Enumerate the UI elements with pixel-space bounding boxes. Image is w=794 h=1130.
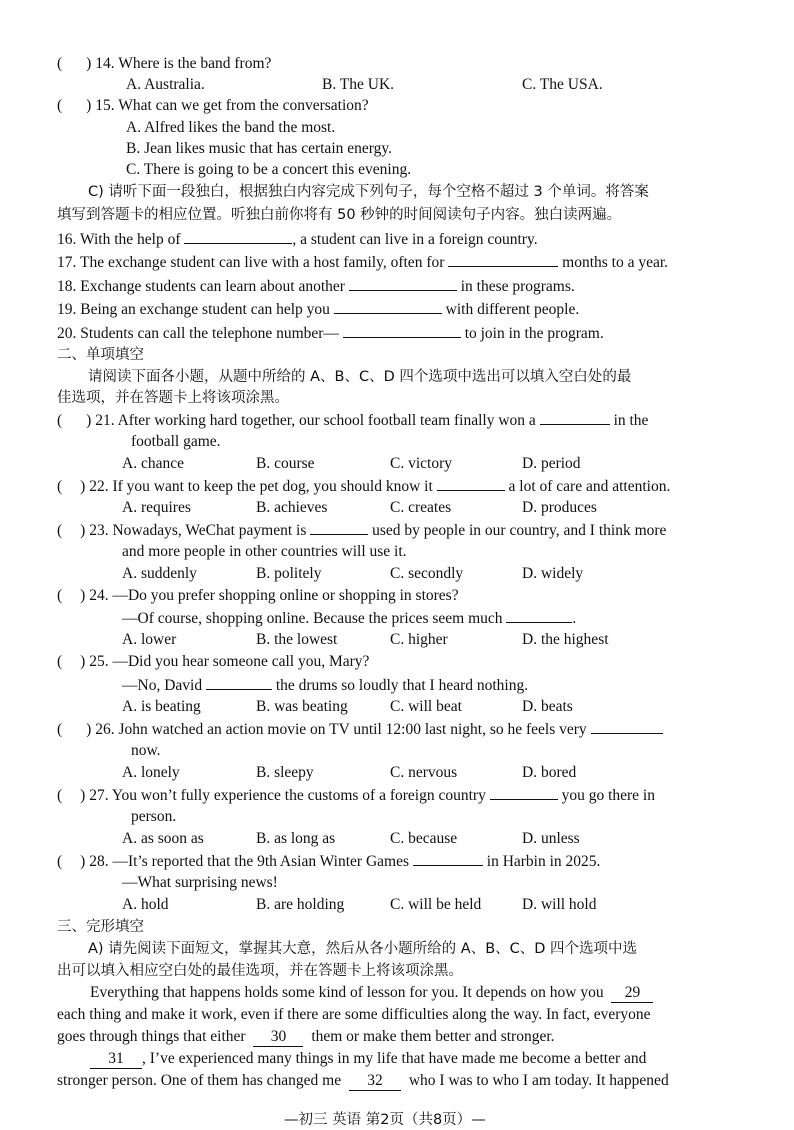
blank-21[interactable] xyxy=(540,410,610,425)
blank-32[interactable]: 32 xyxy=(349,1072,401,1091)
section-2-title: 二、单项填空 xyxy=(57,347,144,363)
option-22-b: B. achieves xyxy=(256,499,328,516)
option-23-c: C. secondly xyxy=(390,565,464,582)
passage-line-3: goes through things that either 30 them or make them better and stronger. xyxy=(57,1028,555,1045)
blank-29[interactable]: 29 xyxy=(611,984,653,1003)
passage-line-1: Everything that happens holds some kind of lesson for you. It depends on how you 29 xyxy=(90,983,653,1003)
question-25-cont: —No, David the drums so loudly that I heard nothing. xyxy=(122,677,529,694)
option-27-a: A. as soon as xyxy=(122,830,204,847)
option-25-c: C. will beat xyxy=(390,698,462,715)
question-27: ( ) 27. You won’t fully experience the customs of a foreign country you go there in xyxy=(57,787,655,804)
passage-line-2: each thing and make it work, even if there are some difficulties along the way. In fact, everyone xyxy=(57,1006,651,1023)
question-15-text: 15. What can we get from the conversation? xyxy=(95,97,369,114)
blank-17[interactable] xyxy=(448,252,558,267)
question-27-cont: person. xyxy=(131,808,177,825)
option-21-b: B. course xyxy=(256,455,315,472)
option-15-c: C. There is going to be a concert this evening. xyxy=(126,161,412,178)
option-28-a: A. hold xyxy=(122,896,169,913)
question-28-cont: —What surprising news! xyxy=(122,874,278,891)
answer-paren[interactable]: ( ) xyxy=(57,478,86,495)
option-22-d: D. produces xyxy=(522,499,597,516)
option-14-a: A. Australia. xyxy=(126,76,205,93)
blank-27[interactable] xyxy=(490,785,558,800)
option-25-b: B. was beating xyxy=(256,698,348,715)
option-24-b: B. the lowest xyxy=(256,631,338,648)
option-23-a: A. suddenly xyxy=(122,565,197,582)
blank-26[interactable] xyxy=(591,719,663,734)
page-footer: —初三 英语 第2页（共8页）— xyxy=(284,1112,486,1128)
question-23: ( ) 23. Nowadays, WeChat payment is used by people in our country, and I think more xyxy=(57,522,667,539)
question-25: ( ) 25. —Did you hear someone call you, Mary? xyxy=(57,653,370,670)
question-22: ( ) 22. If you want to keep the pet dog, you should know it a lot of care and attention. xyxy=(57,478,671,495)
passage-line-5: stronger person. One of them has changed me 32 who I was to who I am today. It happened xyxy=(57,1072,669,1089)
question-14 xyxy=(57,54,271,74)
section-c-intro-2: 填写到答题卡的相应位置。听独白前你将有 50 秒钟的时间阅读句子内容。独白读两遍。 xyxy=(57,207,622,223)
option-24-c: C. higher xyxy=(390,631,448,648)
blank-18[interactable] xyxy=(349,276,457,291)
option-23-d: D. widely xyxy=(522,565,584,582)
question-21: ( ) 21. After working hard together, our school football team finally won a in the xyxy=(57,412,649,429)
question-14-text: 14. Where is the band from? xyxy=(95,55,272,72)
section-3-intro-1: A) 请先阅读下面短文，掌握其大意，然后从各小题所给的 A、B、C、D 四个选项中选 xyxy=(88,941,638,957)
answer-paren[interactable]: ( ) xyxy=(57,522,86,539)
section-c-intro-1: C) 请听下面一段独白，根据独白内容完成下列句子，每个空格不超过 3 个单词。将答案 xyxy=(88,184,649,200)
question-24: ( ) 24. —Do you prefer shopping online or shopping in stores? xyxy=(57,587,459,604)
answer-paren-open[interactable]: ( xyxy=(57,97,63,114)
question-24-cont: —Of course, shopping online. Because the prices seem much . xyxy=(122,610,577,627)
option-22-a: A. requires xyxy=(122,499,191,516)
fill-19: 19. Being an exchange student can help you with different people. xyxy=(57,301,580,318)
option-26-c: C. nervous xyxy=(390,764,458,781)
blank-22[interactable] xyxy=(437,476,505,491)
option-21-c: C. victory xyxy=(390,455,452,472)
fill-20: 20. Students can call the telephone number— to join in the program. xyxy=(57,325,604,342)
blank-24[interactable] xyxy=(506,608,572,623)
option-28-d: D. will hold xyxy=(522,896,597,913)
answer-paren-open[interactable]: ( xyxy=(57,55,63,72)
fill-17: 17. The exchange student can live with a host family, often for months to a year. xyxy=(57,254,669,271)
blank-19[interactable] xyxy=(334,299,442,314)
blank-31[interactable]: 31 xyxy=(90,1050,142,1069)
answer-paren[interactable]: ( ) xyxy=(57,653,86,670)
option-21-d: D. period xyxy=(522,455,581,472)
option-22-c: C. creates xyxy=(390,499,452,516)
question-21-cont: football game. xyxy=(131,433,221,450)
option-28-b: B. are holding xyxy=(256,896,345,913)
answer-paren-close: ) xyxy=(86,55,92,72)
option-27-d: D. unless xyxy=(522,830,580,847)
blank-23[interactable] xyxy=(310,520,368,535)
blank-28[interactable] xyxy=(413,851,483,866)
fill-18: 18. Exchange students can learn about another in these programs. xyxy=(57,278,575,295)
option-28-c: C. will be held xyxy=(390,896,482,913)
option-25-d: D. beats xyxy=(522,698,573,715)
option-15-a: A. Alfred likes the band the most. xyxy=(126,119,336,136)
passage-line-4: 31 , I’ve experienced many things in my life that have made me become a better and xyxy=(90,1049,646,1069)
question-26-cont: now. xyxy=(131,742,161,759)
option-26-d: D. bored xyxy=(522,764,577,781)
option-14-b: B. The UK. xyxy=(322,76,395,93)
option-15-b: B. Jean likes music that has certain energy. xyxy=(126,140,393,157)
option-25-a: A. is beating xyxy=(122,698,201,715)
question-26: ( ) 26. John watched an action movie on TV until 12:00 last night, so he feels very xyxy=(57,719,663,740)
option-27-c: C. because xyxy=(390,830,458,847)
option-23-b: B. politely xyxy=(256,565,322,582)
answer-paren-close: ) xyxy=(86,97,92,114)
blank-20[interactable] xyxy=(343,323,461,338)
option-27-b: B. as long as xyxy=(256,830,336,847)
question-23-cont: and more people in other countries will use it. xyxy=(122,543,407,560)
option-21-a: A. chance xyxy=(122,455,184,472)
fill-16: 16. With the help of , a student can live in a foreign country. xyxy=(57,231,538,248)
question-28: ( ) 28. —It’s reported that the 9th Asian Winter Games in Harbin in 2025. xyxy=(57,853,601,870)
section-2-intro-1: 请阅读下面各小题，从题中所给的 A、B、C、D 四个选项中选出可以填入空白处的最 xyxy=(88,369,632,385)
question-15 xyxy=(57,96,369,116)
answer-paren[interactable]: ( ) xyxy=(57,787,86,804)
option-24-d: D. the highest xyxy=(522,631,609,648)
section-3-intro-2: 出可以填入相应空白处的最佳选项，并在答题卡上将该项涂黑。 xyxy=(57,963,463,979)
answer-paren[interactable]: ( ) xyxy=(57,721,92,738)
option-26-b: B. sleepy xyxy=(256,764,314,781)
section-2-intro-2: 佳选项，并在答题卡上将该项涂黑。 xyxy=(57,390,289,406)
answer-paren[interactable]: ( ) xyxy=(57,853,86,870)
option-26-a: A. lonely xyxy=(122,764,180,781)
option-24-a: A. lower xyxy=(122,631,177,648)
answer-paren[interactable]: ( ) xyxy=(57,587,86,604)
answer-paren[interactable]: ( ) xyxy=(57,412,92,429)
blank-25[interactable] xyxy=(206,675,272,690)
blank-30[interactable]: 30 xyxy=(253,1028,303,1047)
blank-16[interactable] xyxy=(184,229,292,244)
section-3-title: 三、完形填空 xyxy=(57,919,144,935)
option-14-c: C. The USA. xyxy=(522,76,603,93)
